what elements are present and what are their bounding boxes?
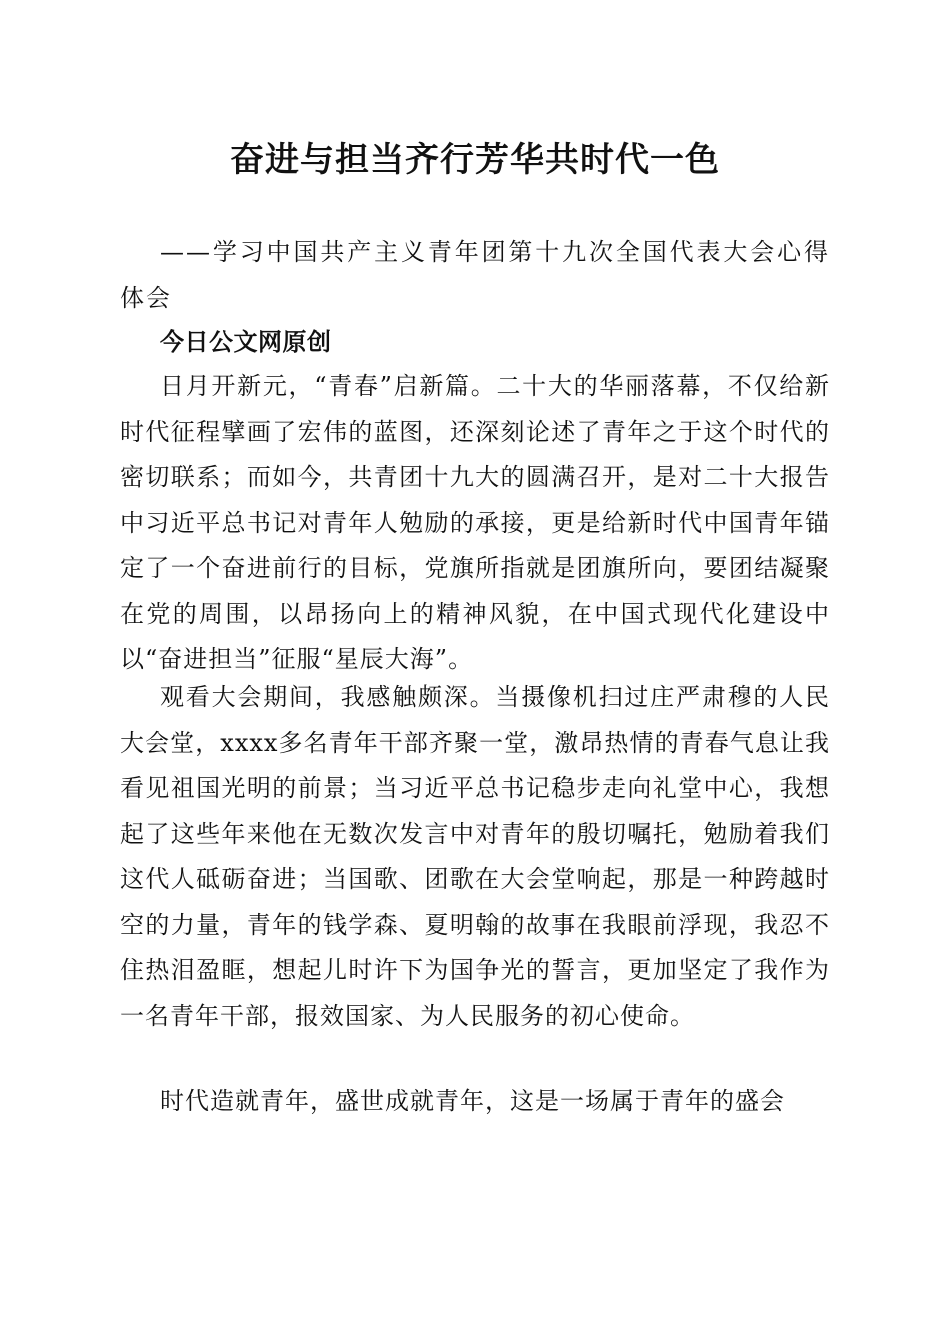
document-subtitle: ——学习中国共产主义青年团第十九次全国代表大会心得体会 <box>120 238 830 312</box>
body-paragraph-3: 时代造就青年，盛世成就青年，这是一场属于青年的盛会 <box>160 1087 785 1115</box>
body-paragraph-1: 日月开新元，“青春”启新篇。二十大的华丽落幕，不仅给新时代征程擘画了宏伟的蓝图，还深刻论述了青年之于这个时代的密切联系；而如今，共青团十九大的圆满召开，是对二十大报告中习近平总书记对青年人勉励的承接，更是给新时代中国青年锚定了一个奋进前行的目标，党旗所指就是团旗所向，要团结凝聚在党的周围，以昂扬向上的精神风貌，在中国式现代化建设中以“奋进担当”征服“星辰大海”。 <box>120 372 830 673</box>
document-title: 奋进与担当齐行芳华共时代一色 <box>230 140 720 180</box>
body-paragraph-2: 观看大会期间，我感触颇深。当摄像机扫过庄严肃穆的人民大会堂，xxxx多名青年干部齐聚一堂，激昂热情的青春气息让我看见祖国光明的前景；当习近平总书记稳步走向礼堂中心，我想起了这些年来他在无数次发言中对青年的殷切嘱托，勉励着我们这代人砥砺奋进；当国歌、团歌在大会堂响起，那是一种跨越时空的力量，青年的钱学森、夏明翰的故事在我眼前浮现，我忍不住热泪盈眶，想起儿时许下为国争光的誓言，更加坚定了我作为一名青年干部，报效国家、为人民服务的初心使命。 <box>120 683 830 1030</box>
source-line: 今日公文网原创 <box>160 328 332 356</box>
